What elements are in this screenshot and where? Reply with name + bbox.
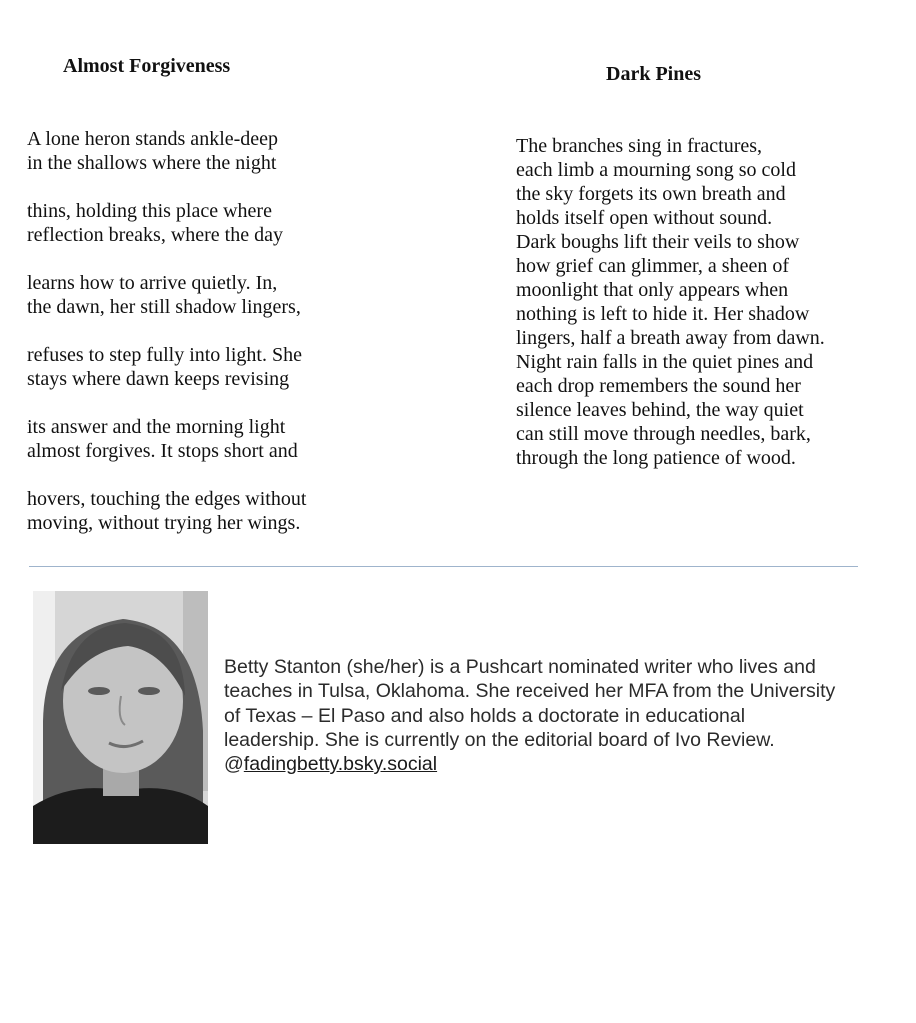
poem-title-almost-forgiveness: Almost Forgiveness — [63, 55, 231, 77]
poem-line: Dark boughs lift their veils to show — [516, 231, 800, 253]
poem-line: learns how to arrive quietly. In, — [27, 272, 278, 294]
poem-line: in the shallows where the night — [27, 152, 277, 174]
author-bio — [224, 655, 904, 776]
bio-line: Betty Stanton (she/her) is a Pushcart nominated writer who lives and — [224, 656, 816, 678]
poem-line: nothing is left to hide it. Her shadow — [516, 303, 810, 325]
poem-line: silence leaves behind, the way quiet — [516, 399, 804, 421]
bio-line: leadership. She is currently on the editorial board of Ivo Review. — [224, 728, 775, 751]
poem-stanza — [27, 199, 283, 247]
bio-line: of Texas – El Paso and also holds a doctorate in educational — [224, 704, 746, 727]
bio-handle-line — [224, 752, 904, 776]
poem-line: Night rain falls in the quiet pines and — [516, 351, 814, 373]
poem-line: reflection breaks, where the day — [27, 224, 283, 246]
poem-line: A lone heron stands ankle-deep — [27, 128, 279, 150]
handle-prefix: @ — [224, 753, 244, 776]
poem-line: the dawn, her still shadow lingers, — [27, 296, 301, 318]
poem-stanza — [27, 127, 278, 175]
poem-line: through the long patience of wood. — [516, 447, 796, 469]
poem-line: stays where dawn keeps revising — [27, 368, 290, 390]
poem-line: each drop remembers the sound her — [516, 375, 801, 397]
poem-line: each limb a mourning song so cold — [516, 159, 796, 181]
poem-line: almost forgives. It stops short and — [27, 440, 298, 462]
poem-line: thins, holding this place where — [27, 200, 272, 222]
author-photo — [33, 591, 208, 844]
bluesky-handle-link[interactable]: fadingbetty.bsky.social — [243, 753, 438, 776]
poem-line: The branches sing in fractures, — [516, 135, 763, 157]
poem-stanza — [27, 415, 298, 463]
bio-line: teaches in Tulsa, Oklahoma. She received her MFA from the University — [224, 680, 836, 703]
poem-stanza — [27, 343, 302, 391]
poem-title-dark-pines: Dark Pines — [606, 63, 701, 85]
poem-line: refuses to step fully into light. She — [27, 344, 302, 366]
section-divider — [29, 566, 858, 567]
poem-line: hovers, touching the edges without — [27, 488, 307, 510]
poem-body-dark-pines — [516, 134, 825, 470]
poem-line: how grief can glimmer, a sheen of — [516, 255, 789, 277]
poem-line: lingers, half a breath away from dawn. — [516, 327, 825, 349]
poem-stanza — [27, 487, 306, 535]
poem-stanza — [27, 271, 301, 319]
author-portrait-icon — [33, 591, 208, 844]
poem-line: the sky forgets its own breath and — [516, 183, 786, 205]
poem-line: moonlight that only appears when — [516, 279, 789, 301]
poem-line: can still move through needles, bark, — [516, 423, 811, 445]
poem-line: moving, without trying her wings. — [27, 512, 301, 534]
poem-line: its answer and the morning light — [27, 416, 286, 438]
poem-line: holds itself open without sound. — [516, 207, 773, 229]
